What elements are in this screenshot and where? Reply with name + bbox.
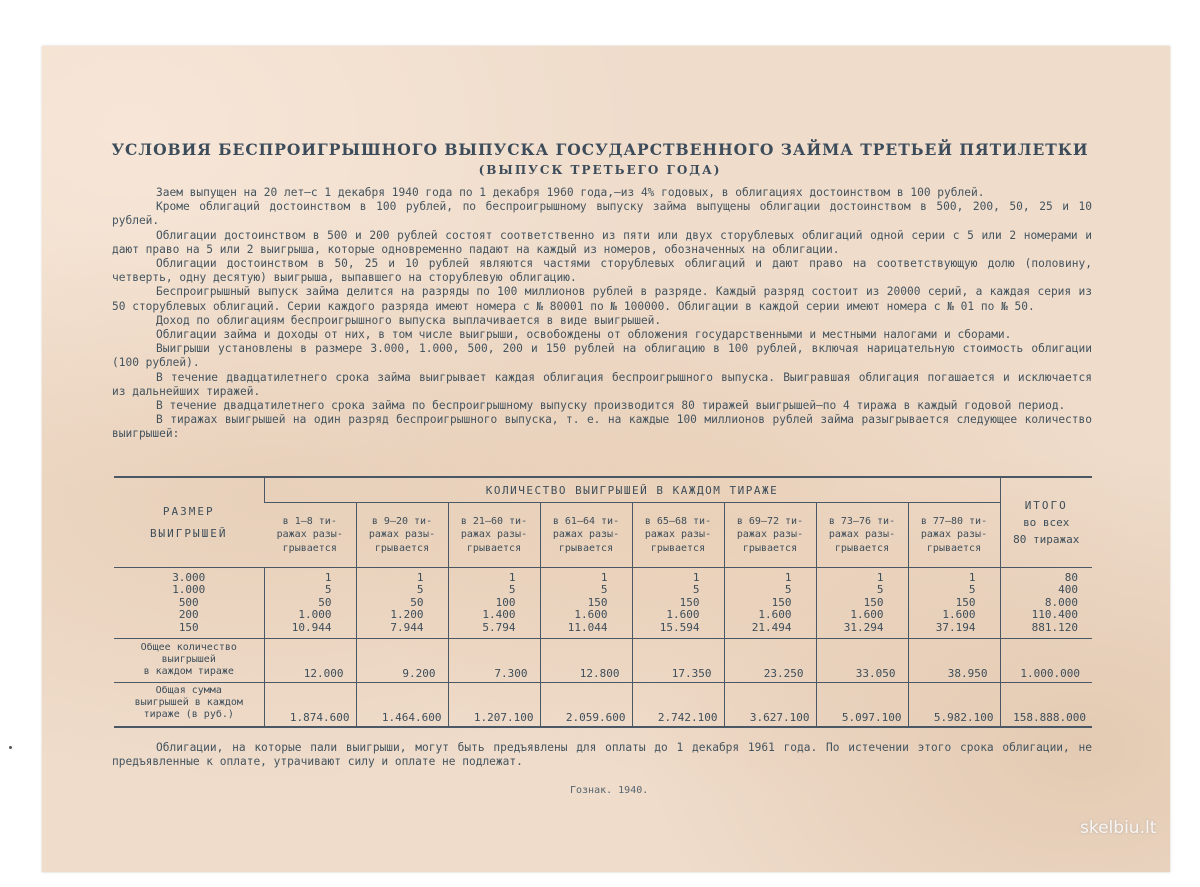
prize-size: 150 bbox=[178, 620, 199, 634]
label-line: тираже (в руб.) bbox=[143, 709, 234, 721]
prize-count: 5 bbox=[508, 583, 516, 597]
prize-count: 37.194 bbox=[935, 620, 976, 634]
draw-range-header bbox=[816, 503, 908, 568]
prize-count: 1 bbox=[968, 571, 976, 584]
total-header-line: во всех bbox=[1023, 516, 1070, 529]
prize-count-cell bbox=[724, 568, 816, 639]
total-header-line: 80 тиражах bbox=[1013, 533, 1080, 546]
prize-count: 150 bbox=[679, 595, 700, 609]
paragraph: Доход по облигациям беспроигрышного выпуска выплачивается в виде выигрышей. bbox=[156, 313, 662, 327]
table-row bbox=[114, 568, 1092, 639]
paragraph: Заем выпущен на 20 лет—с 1 декабря 1940 года по 1 декабря 1960 года,—из 4% годовых, в облигациях достоинством в 100 рублей. bbox=[156, 186, 985, 199]
draw-range-header bbox=[632, 503, 724, 568]
header-line: в 65—68 ти- bbox=[644, 515, 712, 527]
sum-value: 2.059.600 bbox=[540, 683, 632, 727]
prize-count-cell bbox=[448, 568, 540, 639]
table-row bbox=[114, 683, 1092, 727]
winnings-table bbox=[114, 476, 1092, 728]
size-header-line: ВЫИГРЫШЕЙ bbox=[149, 526, 228, 540]
draw-range-header bbox=[356, 503, 448, 568]
prize-count: 1.600 bbox=[574, 608, 608, 622]
prize-size: 1.000 bbox=[172, 583, 206, 597]
draw-range-header bbox=[908, 503, 1000, 568]
sum-value: 1.464.600 bbox=[356, 683, 448, 727]
draw-range-header bbox=[264, 503, 356, 568]
paragraph: Беспроигрышный выпуск займа делится на разряды по 100 миллионов рублей в разряде. Каждый разряд состоит из 20000 серий, а каждая серия из 50 сторублевых облигаций. Серии каждого разряда имеют номера с № 80001 по № 100000. Облигации в каждой серии имеют номера с № 01 по № 50. bbox=[112, 285, 1092, 313]
prize-count-cell bbox=[264, 568, 356, 639]
sum-value: 3.627.100 bbox=[724, 683, 816, 727]
prize-count: 5 bbox=[876, 583, 884, 597]
prize-count: 150 bbox=[587, 595, 608, 609]
prize-count: 150 bbox=[955, 595, 976, 609]
size-header bbox=[114, 477, 264, 568]
count-label bbox=[114, 639, 264, 683]
header-line: ражах разы- bbox=[460, 529, 528, 541]
count-value: 38.950 bbox=[908, 639, 1000, 683]
label-line: в каждом тираже bbox=[143, 665, 234, 677]
prize-count-cell bbox=[632, 568, 724, 639]
prize-count: 1 bbox=[416, 571, 424, 584]
prize-count: 50 bbox=[410, 595, 424, 609]
header-line: грывается bbox=[374, 542, 430, 554]
header-line: грывается bbox=[926, 542, 982, 554]
size-header-line: РАЗМЕР bbox=[162, 504, 215, 518]
header-line: в 73—76 ти- bbox=[828, 515, 896, 527]
header-line: ражах разы- bbox=[552, 529, 620, 541]
header-line: в 77—80 ти- bbox=[920, 515, 988, 527]
header-line: ражах разы- bbox=[276, 529, 343, 541]
table-row bbox=[114, 639, 1092, 683]
prize-sizes-cell bbox=[114, 568, 264, 639]
prize-total-cell bbox=[1000, 568, 1092, 639]
header-line: ражах разы- bbox=[644, 529, 712, 541]
count-value: 12.800 bbox=[540, 639, 632, 683]
prize-total: 881.120 bbox=[1031, 620, 1078, 634]
header-line: грывается bbox=[834, 542, 890, 554]
header-line: грывается bbox=[558, 542, 614, 554]
closing-text bbox=[112, 741, 1092, 769]
prize-total: 8.000 bbox=[1044, 595, 1078, 609]
header-line: ражах разы- bbox=[920, 529, 988, 541]
prize-count: 1.600 bbox=[850, 608, 884, 622]
prize-count: 1.400 bbox=[482, 608, 516, 622]
header-line: в 69—72 ти- bbox=[736, 515, 804, 527]
prize-size: 500 bbox=[178, 595, 199, 609]
sum-total: 158.888.000 bbox=[1000, 683, 1092, 727]
prize-count: 10.944 bbox=[291, 620, 332, 634]
site-watermark: skelbiu.lt bbox=[1080, 818, 1157, 838]
prize-count: 5.794 bbox=[482, 620, 516, 634]
conditions-text bbox=[112, 186, 1092, 442]
paragraph: Облигации достоинством в 50, 25 и 10 рублей являются частями сторублевых облигаций и дают право на соответствующую долю (половину, четверть, одну десятую) выигрыша, выпавшего на сторублевую облигацию. bbox=[112, 257, 1092, 285]
ink-dot bbox=[9, 746, 12, 749]
sum-value: 2.742.100 bbox=[632, 683, 724, 727]
total-header bbox=[1000, 477, 1092, 568]
prize-count: 150 bbox=[771, 595, 792, 609]
header-line: в 1—8 ти- bbox=[282, 515, 337, 527]
prize-size: 3.000 bbox=[172, 571, 206, 584]
paragraph: Облигации займа и доходы от них, в том числе выигрыши, освобождены от обложения государственными и местными налогами и сборами. bbox=[156, 328, 1012, 342]
prize-count: 1.600 bbox=[758, 608, 792, 622]
prize-count: 1 bbox=[784, 571, 792, 584]
count-value: 7.300 bbox=[448, 639, 540, 683]
document-subtitle: (ВЫПУСК ТРЕТЬЕГО ГОДА) bbox=[478, 163, 722, 177]
label-line: выигрышей в каждом bbox=[134, 697, 243, 709]
draw-range-header bbox=[540, 503, 632, 568]
paragraph: Кроме облигаций достоинством в 100 рублей, по беспроигрышному выпуску займа выпущены облигации достоинством в 500, 200, 50, 25 и 10 рублей. bbox=[112, 200, 1092, 228]
count-total: 1.000.000 bbox=[1000, 639, 1092, 683]
prize-count: 5 bbox=[968, 583, 976, 597]
prize-count: 150 bbox=[863, 595, 884, 609]
prize-count: 31.294 bbox=[843, 620, 884, 634]
paragraph: Облигации достоинством в 500 и 200 рублей состоят соответственно из пяти или двух сторублевых облигаций одной серии с 5 или 2 номерами и дают право на 5 или 2 выигрыша, которые одновременно падают на каждый из номеров, обозначенных на облигации. bbox=[112, 228, 1092, 256]
paragraph: Выигрыши установлены в размере 3.000, 1.000, 500, 200 и 150 рублей на облигацию в 100 рублей, включая нарицательную стоимость облигации (100 рублей). bbox=[112, 342, 1092, 370]
prize-size: 200 bbox=[178, 608, 199, 622]
paragraph: В тиражах выигрышей на один разряд беспроигрышного выпуска, т. е. на каждые 100 миллионов рублей займа разыгрывается следующее количество выигрышей: bbox=[112, 413, 1092, 441]
header-line: грывается bbox=[466, 542, 522, 554]
count-value: 9.200 bbox=[356, 639, 448, 683]
prize-count: 5 bbox=[784, 583, 792, 597]
draw-range-header bbox=[448, 503, 540, 568]
prize-count: 1 bbox=[600, 571, 608, 584]
header-line: ражах разы- bbox=[736, 529, 804, 541]
prize-count: 15.594 bbox=[659, 620, 700, 634]
count-value: 33.050 bbox=[816, 639, 908, 683]
prize-count: 11.044 bbox=[567, 620, 608, 634]
count-value: 12.000 bbox=[264, 639, 356, 683]
count-value: 17.350 bbox=[632, 639, 724, 683]
header-line: ражах разы- bbox=[828, 529, 896, 541]
prize-total: 80 bbox=[1064, 571, 1078, 584]
paragraph: Облигации, на которые пали выигрыши, могут быть предъявлены для оплаты до 1 декабря 1961 года. По истечении этого срока облигации, не предъявленные к оплате, утрачивают силу и оплате не подлежат. bbox=[112, 741, 1092, 769]
paragraph: В течение двадцатилетнего срока займа выигрывает каждая облигация беспроигрышного выпуска. Выигравшая облигация погашается и исключается из дальнейших тиражей. bbox=[112, 370, 1092, 398]
prize-count: 1.200 bbox=[390, 608, 424, 622]
prize-count: 5 bbox=[600, 583, 608, 597]
prize-count-cell bbox=[356, 568, 448, 639]
prize-total: 110.400 bbox=[1031, 608, 1078, 622]
printer-imprint: Гознак. 1940. bbox=[570, 785, 649, 796]
header-line: в 61—64 ти- bbox=[552, 515, 620, 527]
count-value: 23.250 bbox=[724, 639, 816, 683]
total-header-line: ИТОГО bbox=[1024, 499, 1068, 512]
prize-count: 7.944 bbox=[390, 620, 424, 634]
sum-value: 5.982.100 bbox=[908, 683, 1000, 727]
sum-value: 1.207.100 bbox=[448, 683, 540, 727]
prize-count: 1.000 bbox=[298, 608, 332, 622]
header-line: грывается bbox=[742, 542, 798, 554]
prize-count: 21.494 bbox=[751, 620, 792, 634]
header-line: грывается bbox=[650, 542, 706, 554]
sum-value: 1.874.600 bbox=[264, 683, 356, 727]
prize-count: 1 bbox=[692, 571, 700, 584]
prize-total: 400 bbox=[1058, 583, 1078, 597]
prize-count: 50 bbox=[318, 595, 332, 609]
draws-group-header: КОЛИЧЕСТВО ВЫИГРЫШЕЙ В КАЖДОМ ТИРАЖЕ bbox=[264, 477, 1000, 503]
prize-count: 1 bbox=[324, 571, 332, 584]
label-line: Общее количество bbox=[140, 641, 237, 653]
header-line: ражах разы- bbox=[368, 529, 436, 541]
paragraph: В течение двадцатилетнего срока займа по беспроигрышному выпуску производится 80 тиражей выигрышей—по 4 тиража в каждый годовой период. bbox=[156, 399, 1066, 413]
prize-count: 1.600 bbox=[942, 608, 976, 622]
header-line: в 21—60 ти- bbox=[460, 515, 528, 527]
prize-count: 5 bbox=[324, 583, 332, 597]
prize-count: 100 bbox=[495, 595, 516, 609]
prize-count: 1.600 bbox=[666, 608, 700, 622]
label-line: Общая сумма bbox=[155, 685, 222, 697]
header-line: в 9—20 ти- bbox=[371, 515, 433, 527]
sum-label bbox=[114, 683, 264, 727]
draw-range-header bbox=[724, 503, 816, 568]
label-line: выигрышей bbox=[161, 653, 216, 665]
prize-count-cell bbox=[908, 568, 1000, 639]
sum-value: 5.097.100 bbox=[816, 683, 908, 727]
prize-count-cell bbox=[816, 568, 908, 639]
prize-count: 1 bbox=[508, 571, 516, 584]
document-title: УСЛОВИЯ БЕСПРОИГРЫШНОГО ВЫПУСКА ГОСУДАРСТВЕННОГО ЗАЙМА ТРЕТЬЕЙ ПЯТИЛЕТКИ bbox=[111, 140, 1089, 159]
prize-count: 5 bbox=[416, 583, 424, 597]
prize-count: 1 bbox=[876, 571, 884, 584]
header-line: грывается bbox=[282, 542, 337, 554]
prize-count: 5 bbox=[692, 583, 700, 597]
prize-count-cell bbox=[540, 568, 632, 639]
